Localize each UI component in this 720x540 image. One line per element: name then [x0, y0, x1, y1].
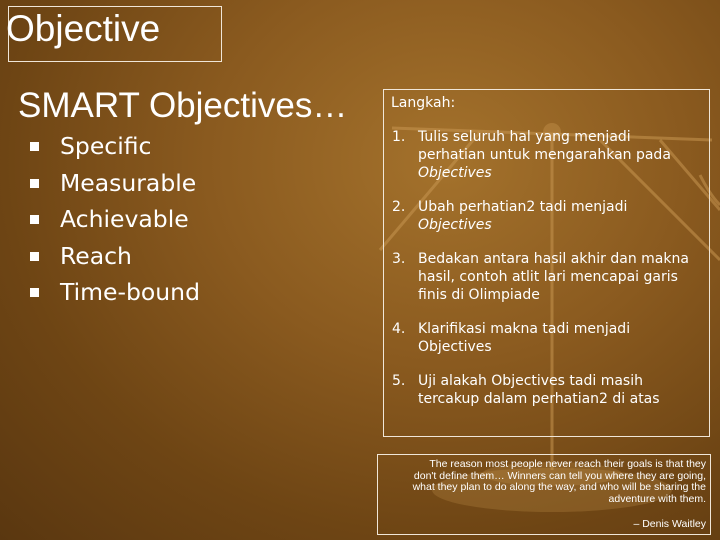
list-item — [30, 274, 200, 311]
step-text: Bedakan antara hasil akhir dan makna hasil, contoh atlit lari mencapai garis finis di Olimpiade — [418, 251, 689, 303]
step-item — [392, 198, 697, 234]
step-emphasis: Objectives — [418, 165, 492, 181]
smart-bullet-list — [30, 128, 200, 311]
list-item — [30, 165, 200, 202]
step-number: 1. — [392, 129, 406, 145]
square-bullet-icon — [30, 252, 39, 261]
quote-author: – Denis Waitley — [633, 518, 706, 530]
step-item — [392, 128, 697, 182]
list-item — [30, 128, 200, 165]
step-text: Klarifikasi makna tadi menjadi Objectives — [418, 321, 631, 355]
square-bullet-icon — [30, 215, 39, 224]
square-bullet-icon — [30, 288, 39, 297]
bullet-text: Achievable — [60, 205, 189, 233]
list-item — [30, 238, 200, 275]
steps-list — [392, 128, 697, 424]
step-number: 5. — [392, 373, 406, 389]
steps-label: Langkah: — [391, 95, 456, 111]
step-item — [392, 372, 697, 408]
smart-heading: SMART Objectives… — [18, 86, 348, 125]
bullet-text: Specific — [60, 132, 152, 160]
slide-title: Objective — [6, 8, 161, 49]
step-text: Tulis seluruh hal yang menjadi perhatian untuk mengarahkan pada — [418, 129, 671, 163]
step-number: 3. — [392, 251, 406, 267]
step-text: Ubah perhatian2 tadi menjadi — [418, 199, 628, 215]
quote-text: The reason most people never reach their goals is that they don't define them… Winners can tell you where they are going, what they plan to do along the way, and who will be sharing the adventure with them. — [412, 458, 706, 505]
step-item — [392, 320, 697, 356]
bullet-text: Reach — [60, 241, 132, 270]
square-bullet-icon — [30, 142, 39, 151]
step-item — [392, 250, 697, 304]
square-bullet-icon — [30, 179, 39, 188]
step-emphasis: Objectives — [418, 217, 492, 233]
step-number: 2. — [392, 199, 406, 215]
bullet-text: Measurable — [60, 168, 197, 197]
step-number: 4. — [392, 321, 406, 337]
bullet-text: Time-bound — [60, 278, 200, 306]
list-item — [30, 201, 200, 238]
step-text: Uji alakah Objectives tadi masih tercakup dalam perhatian2 di atas — [418, 373, 660, 407]
